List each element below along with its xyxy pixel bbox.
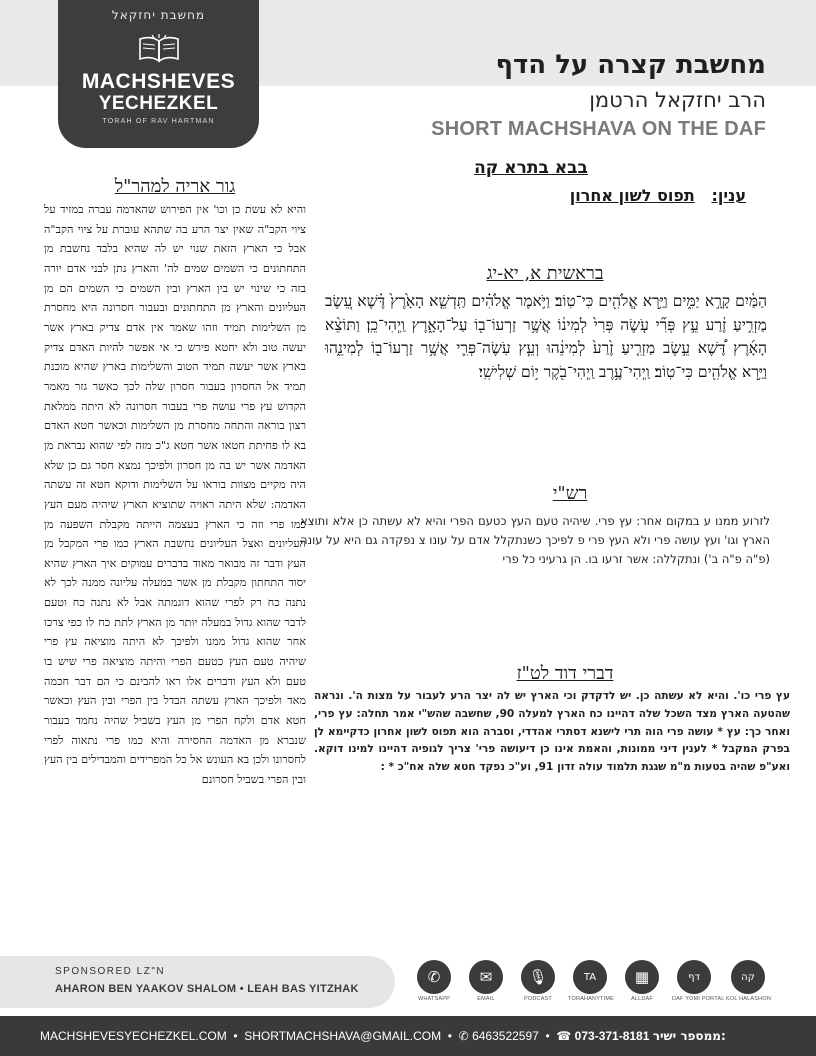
alldaf-link[interactable] bbox=[620, 960, 664, 1002]
page-title: מחשבת קצרה על הדף bbox=[495, 50, 766, 80]
whatsapp-label: WHATSAPP bbox=[417, 996, 451, 1002]
direct-number-label: ממספר ישיר: bbox=[652, 1029, 726, 1043]
open-book-icon bbox=[138, 33, 180, 65]
logo-name-line1: MACHSHEVES bbox=[81, 70, 236, 93]
sponsor-names: AHARON BEN YAAKOV SHALOM • LEAH BAS YITZHAK bbox=[55, 983, 359, 995]
link-icons bbox=[412, 960, 782, 1010]
daf-yomi-portal-icon: דף bbox=[677, 960, 711, 994]
torahanytime-label: TORAHANYTIME bbox=[568, 996, 614, 1002]
daf-yomi-portal-label: DAF YOMI PORTAL bbox=[672, 996, 725, 1002]
whatsapp-link[interactable] bbox=[412, 960, 456, 1002]
logo-tagline: TORAH OF RAV HARTMAN bbox=[102, 118, 215, 125]
email-icon: ✉ bbox=[469, 960, 503, 994]
podcast-link[interactable] bbox=[516, 960, 560, 1002]
rashi-text: לזרוע ממנו ע במקום אחר: עץ פרי. שיהיה טעם העץ כטעם הפרי והיא לא עשתה כן אלא ותוצא הארץ וגו' ועץ עושה פרי ולא העץ פרי פ לפיכך כשנתקלל אדם על עונו צ נפקדה גם היא על עונה (פ"ה פ"ה ב') ונתקללה: אשר זרעו בו. הן גרעיני כל פרי bbox=[300, 514, 770, 567]
whatsapp-small-icon: ✆ bbox=[458, 1029, 469, 1043]
daf-heading: בבא בתרא קה bbox=[474, 158, 588, 178]
torahanytime-icon: TA bbox=[573, 960, 607, 994]
divrei-david-text: עץ פרי כו'. והיא לא עשתה כן. יש לדקדק וכי הארץ יש לה יצר הרע לעבור על מצות ה'. ונראה שהטעה הארץ מצד השכל שלה דהיינו כח הארץ למעלה 90, שחשבה שהש"י אמר תחלה: עץ פרי, ואחר כך: עץ * עושה פרי הוה תרי לישנא דסתרי אהדדי, וסברה הוא תפוס לשון אחרון כדקיימא לן בפרק המקבל * לענין דיני ממונות, והאמת אינו כן דיעושה פרי' צריך לגופיה דהיינו למינו דוקא. ואע"פ שהיה בטעות מ"מ שגגת תלמוד עולה זדון 91, וע"כ נפקד חטא שלה אח"כ * : bbox=[314, 690, 790, 774]
sponsor-band bbox=[0, 956, 395, 1008]
kol-halashon-icon: קה bbox=[731, 960, 765, 994]
contact-line: MACHSHEVESYECHEZKEL.COM • SHORTMACHSHAVA@GMAIL.COM • ✆ 6463522597 • ☎ 073-371-8181 ממספר ישיר: bbox=[40, 1029, 726, 1043]
alldaf-label: ALLDAF bbox=[631, 996, 653, 1002]
pasuk-heading: בראשית א, יא-יג bbox=[486, 263, 604, 284]
direct-number[interactable]: 073-371-8181 bbox=[574, 1029, 650, 1043]
website-link[interactable]: MACHSHEVESYECHEZKEL.COM bbox=[40, 1029, 227, 1043]
topic-label: ענין: bbox=[711, 186, 746, 205]
rashi-heading: רש"י bbox=[552, 483, 588, 504]
pasuk-text: הַמַּ֫יִם קָרָ֣א יַמִּ֑ים וַיַּ֥רְא אֱלֹהִ֖ים כִּי־טֽוֹב׃ וַיֹּ֣אמֶר אֱלֹהִ֗ים תַּֽדְשֵׁ֤א הָאָ֙רֶץ֙ דֶּ֗שֶׁא עֵ֚שֶׂב מַזְרִ֣יעַ זֶ֔רַע עֵ֣ץ פְּרִ֞י עֹ֤שֶׂה פְּרִי֙ לְמִינ֔וֹ אֲשֶׁ֥ר זַרְעוֹ־ב֖וֹ עַל־הָאָ֑רֶץ וַֽיְהִי־כֵֽן׃ וַתּוֹצֵ֨א הָאָ֜רֶץ דֶּ֠שֶׁא עֵ֣שֶׂב מַזְרִ֤יעַ זֶ֙רַע֙ לְמִינֵ֔הוּ וְעֵ֧ץ עֹֽשֶׂה־פְּרִ֛י אֲשֶׁ֥ר זַרְעוֹ־ב֖וֹ לְמִינֵ֑הוּ וַיַּ֥רְא אֱלֹהִ֖ים כִּי־טֽוֹב׃ וַֽיְהִי־עֶ֥רֶב וַֽיְהִי־בֹ֖קֶר י֥וֹם שְׁלִישִֽׁי׃ bbox=[325, 292, 767, 381]
english-title: SHORT MACHSHAVA ON THE DAF bbox=[431, 118, 766, 140]
logo-name-line2: YECHEZKEL bbox=[98, 93, 219, 114]
kol-halashon-link[interactable] bbox=[726, 960, 770, 1002]
kol-halashon-label: KOL HALASHON bbox=[726, 996, 771, 1002]
email-label: EMAIL bbox=[477, 996, 495, 1002]
logo-hebrew-text: מחשבת יחזקאל bbox=[111, 8, 206, 22]
whatsapp-number[interactable]: 6463522597 bbox=[472, 1029, 539, 1043]
logo bbox=[58, 0, 259, 148]
email-link[interactable] bbox=[464, 960, 508, 1002]
divrei-david-heading: דברי דוד לט"ז bbox=[516, 663, 614, 684]
podcast-label: PODCAST bbox=[524, 996, 552, 1002]
topic-text: תפוס לשון אחרון bbox=[569, 186, 695, 205]
sponsor-label: SPONSORED LZ"N bbox=[55, 966, 166, 977]
phone-icon: ☎ bbox=[556, 1029, 572, 1043]
torahanytime-link[interactable] bbox=[568, 960, 612, 1002]
whatsapp-icon: ✆ bbox=[417, 960, 451, 994]
daf-yomi-portal-link[interactable] bbox=[672, 960, 725, 1002]
topic-line bbox=[366, 186, 746, 205]
alldaf-icon: ▦ bbox=[625, 960, 659, 994]
gur-aryeh-heading: גור אריה למהר"ל bbox=[114, 176, 236, 197]
email-address-link[interactable]: SHORTMACHSHAVA@GMAIL.COM bbox=[244, 1029, 442, 1043]
gur-aryeh-text: והיא לא עשת כן וכו' אין הפירוש שהאדמה עברה במזיד על ציוי הקב"ה שאין יצר הרע בה שתהא עוברת על ציוי הקב"ה אבל כי הארץ הזאת שנוי יש לה שהיא בלבד נחשבת מן התחתונים כי השמים שמים לה' והארץ נתן לבני אדם יורה בזה כי שינוי יש בין הארץ ובין השמים כי השמים הם מן העליונים והארץ מן התחתונים ובעבור חסרונה היא מחסרת מן השלימות תמיד וזהו שאמר אין אדם צדיק בארץ אשר יעשה טוב ולא יחטא פירש כי אי אפשר להיות האדם צדיק בארץ אשר יעשה תמיד הטוב והשלימות בארץ שהיא מוכנת תמיד אל החסרון בעבור חסרון שלה לכך כאשר גזר מאמר הקדוש עץ פרי עושה פרי בעבור חסרונה לא היתה ממלאת רצון בוראה והתחה מחסרת מן השלימות וכאשר חטא האדם בא לו פחיתת חטאו אשר חטא ג"כ מזה לפי שהוא נבראת מן האדמה אשר יש בה מן חסרון ולפיכך נמצא חסר גם כן שלא היה מקיים מצוות בוראו על השלימות ודוקא חטא זה עשתה האדמה: שלא היתה ראויה שתוציא הארץ שיהיה מעם העץ כמו פרי וזה כי הארץ בעצמה הייתה מקבלת השפעה מן העליונים ואצל העליונים נחשבת הארץ כמו פרי המקבל מן העץ ודבר זה מבואר מאוד בדברים עמוקים איך הארץ שהיא יסוד התחתון מקבלת מן אשר במעלה עליונה ממנה לכך לא נתנה כח רק לפרי שהוא דוגמתה אבל לא נתנה כח וטעם לדבר שהוא גדול במעלה יותר מן הארץ לתת כח לו כפי צרכו אחר שהוא גדול ממנו ולפיכך לא היתה מוציאה עץ פרי שיהיה טעם העץ כטעם הפרי והיתה מוציאה פרי שיש בו טעם ולא העץ ודברים אלו ראו להבינם כי הם דבר חכמה מאד ולפיכך הארץ עשתה הבדל בין הפרי ובין העץ וכאשר חטא אדם ולקח הפרי מן העץ בשביל שהיה נחמד בעבור שנברא מן האדמה החסירה והיא כמו פרי נתאוה לפרי לחסרונו ולכן בא העונש אל כל המפרידים והמבדילים בין העץ ובין הפרי בשביל חסרונם bbox=[44, 203, 306, 787]
author-name: הרב יחזקאל הרטמן bbox=[589, 88, 766, 112]
podcast-icon: 🎙 bbox=[521, 960, 555, 994]
